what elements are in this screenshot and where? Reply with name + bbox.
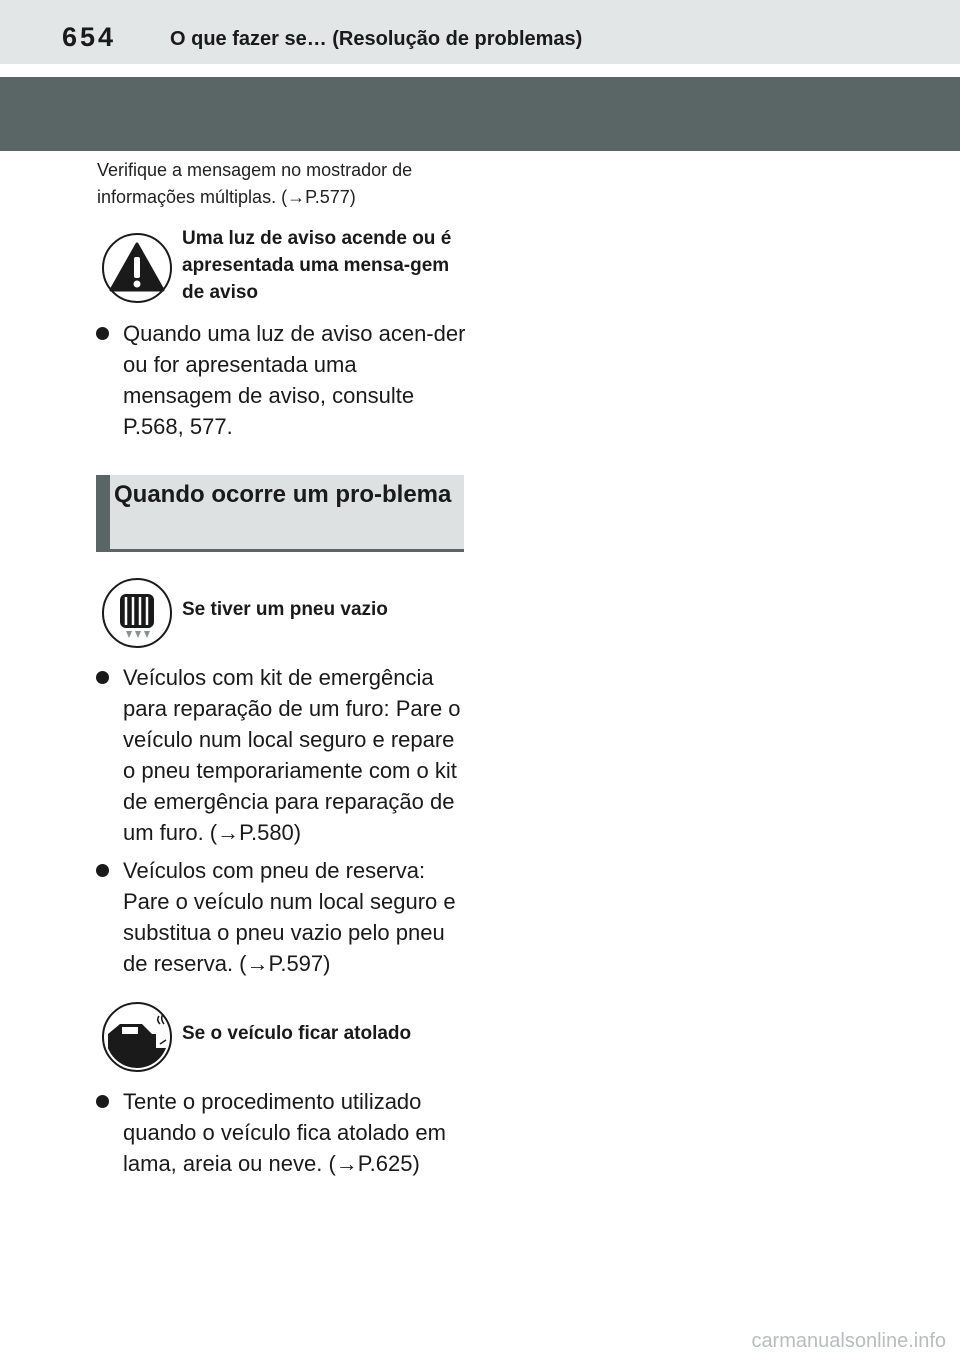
warning-title: Uma luz de aviso acende ou é apresentada uma mensa-gem de aviso xyxy=(182,228,452,303)
bullet-text: Veículos com pneu de reserva: Pare o veículo num local seguro e substitua o pneu vazio pelo pneu de reserva. (→P.597) xyxy=(123,858,456,976)
bullet-dot xyxy=(96,864,109,877)
list-item xyxy=(96,318,466,442)
bullet-dot xyxy=(96,1095,109,1108)
page-number: 654 xyxy=(62,22,117,52)
flat-tire-title: Se tiver um pneu vazio xyxy=(182,599,388,620)
running-title: O que fazer se… (Resolução de problemas) xyxy=(170,28,583,50)
page-header xyxy=(0,0,960,64)
bullet-dot xyxy=(96,327,109,340)
header-band xyxy=(0,77,960,151)
flat-tire-icon xyxy=(102,578,172,648)
bullet-text: Tente o procedimento utilizado quando o veículo fica atolado em lama, areia ou neve. (→P.625) xyxy=(123,1089,446,1176)
bullet-text: Veículos com kit de emergência para reparação de um furo: Pare o veículo num local seguro e repare o pneu temporariamente com o kit de emergência para reparação de um furo. (→P.580) xyxy=(123,665,461,845)
stuck-vehicle-icon xyxy=(102,1002,172,1072)
list-item xyxy=(96,855,466,979)
bullet-dot xyxy=(96,671,109,684)
stuck-vehicle-title: Se o veículo ficar atolado xyxy=(182,1023,412,1044)
list-item xyxy=(96,662,466,848)
warning-exclamation-icon xyxy=(102,233,172,303)
list-item xyxy=(96,1086,466,1179)
watermark: carmanualsonline.info xyxy=(751,1330,946,1352)
bullet-text: Quando uma luz de aviso acen-der ou for apresentada uma mensagem de aviso, consulte P.568, 577. xyxy=(123,321,466,439)
intro-text: Verifique a mensagem no mostrador de informações múltiplas. (→P.577) xyxy=(97,160,413,207)
section-heading: Quando ocorre um pro-blema xyxy=(96,475,464,552)
